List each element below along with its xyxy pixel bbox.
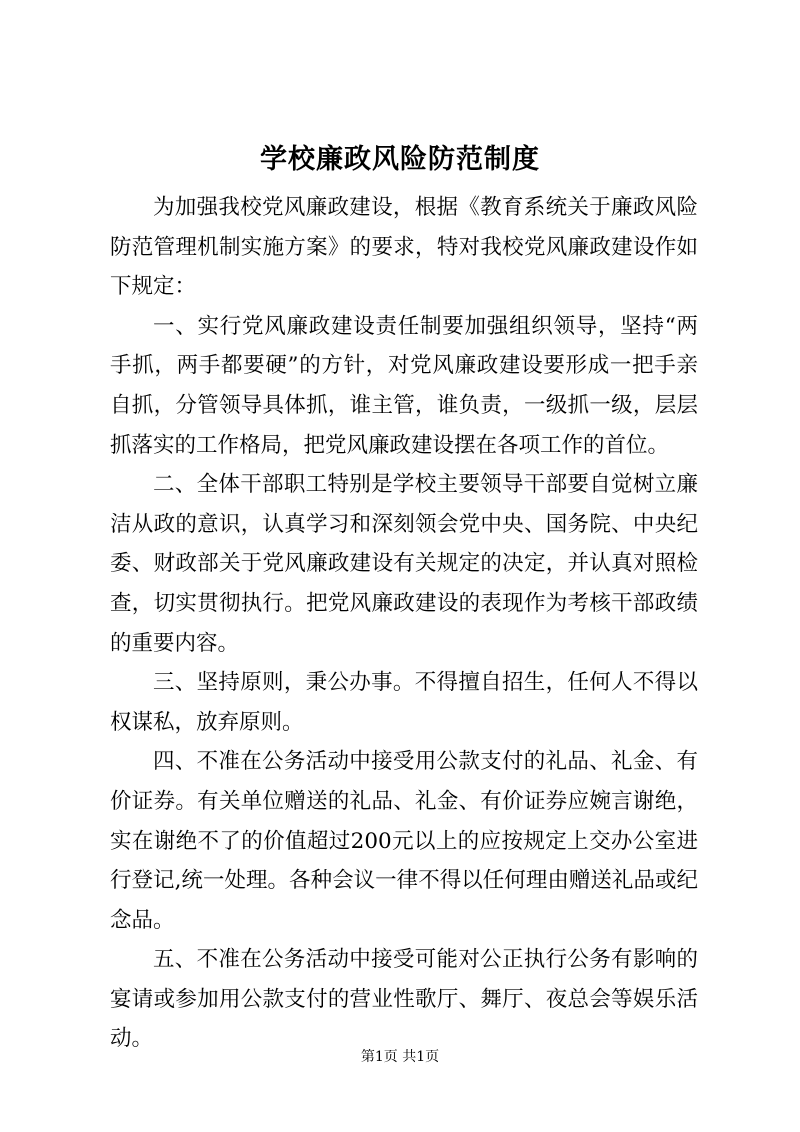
- paragraph-1: 一、实行党风廉政建设责任制要加强组织领导，坚持“两手抓，两手都要硬”的方针，对党风廉政建设要形成一把手亲自抓，分管领导具体抓，谁主管，谁负责，一级抓一级，层层抓落实的工作格局，把党风廉政建设摆在各项工作的首位。: [110, 313, 698, 458]
- document-body: [110, 188, 698, 1059]
- document-title: 学校廉政风险防范制度: [260, 144, 540, 175]
- paragraph-5: 五、不准在公务活动中接受可能对公正执行公务有影响的宴请或参加用公款支付的营业性歌厅、舞厅、夜总会等娱乐活动。: [110, 947, 698, 1052]
- paragraph-4: 四、不准在公务活动中接受用公款支付的礼品、礼金、有价证券。有关单位赠送的礼品、礼金、有价证券应婉言谢绝，实在谢绝不了的价值超过200元以上的应按规定上交办公室进行登记,统一处理。各种会议一律不得以任何理由赠送礼品或纪念品。: [110, 749, 698, 933]
- paragraph-2: 二、全体干部职工特别是学校主要领导干部要自觉树立廉洁从政的意识，认真学习和深刻领会党中央、国务院、中央纪委、财政部关于党风廉政建设有关规定的决定，并认真对照检查，切实贯彻执行。把党风廉政建设的表现作为考核干部政绩的重要内容。: [110, 472, 698, 656]
- paragraph-3: 三、坚持原则，秉公办事。不得擅自招生，任何人不得以权谋私，放弃原则。: [110, 670, 698, 735]
- page-footer: 第1页 共1页: [360, 1049, 440, 1065]
- paragraph-intro: 为加强我校党风廉政建设，根据《教育系统关于廉政风险防范管理机制实施方案》的要求，特对我校党风廉政建设作如下规定：: [110, 195, 698, 300]
